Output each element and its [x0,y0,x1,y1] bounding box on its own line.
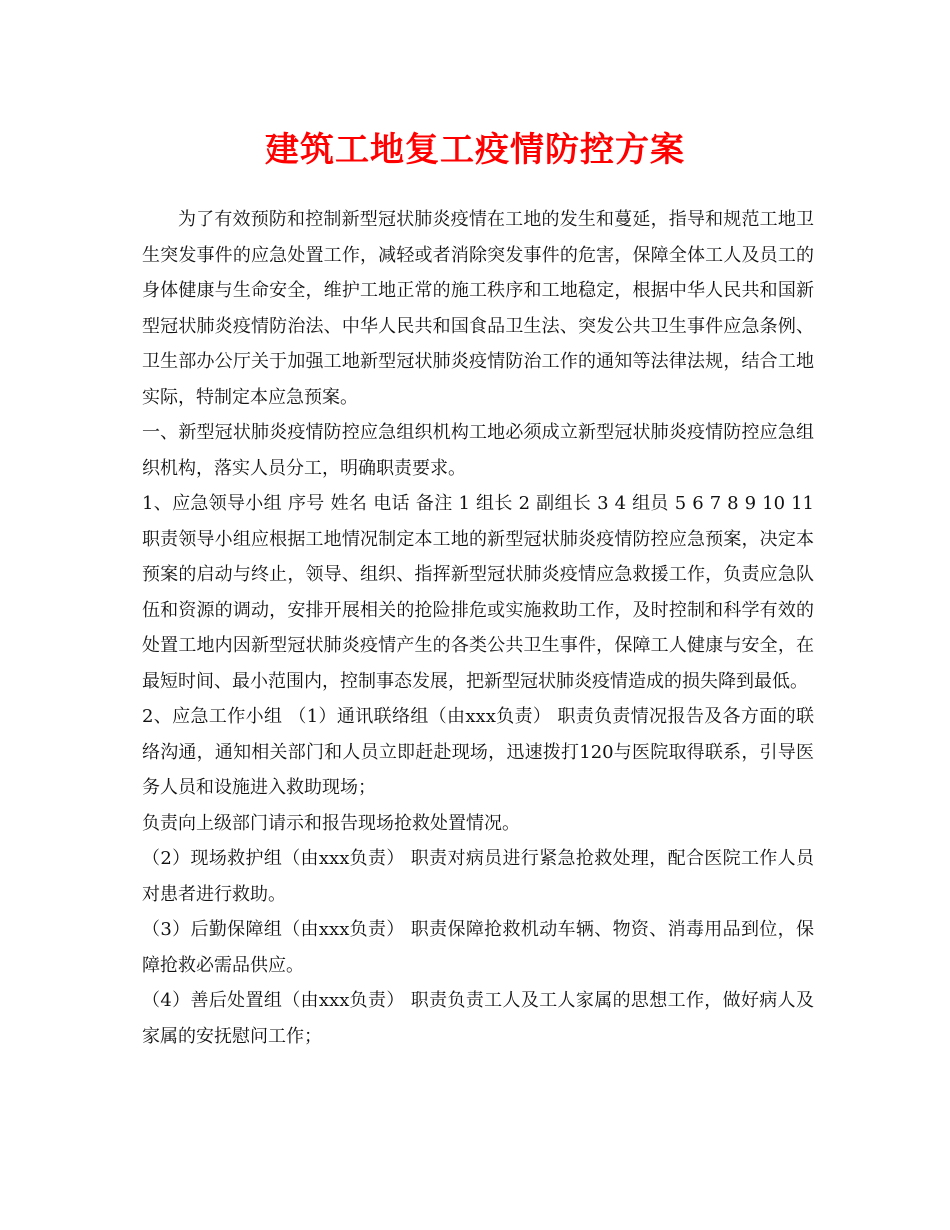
rescue-group-paragraph: （2）现场救护组（由xxx负责） 职责对病员进行紧急抢救处理，配合医院工作人员对患者进行救助。 [142,848,814,905]
report-paragraph: 负责向上级部门请示和报告现场抢救处置情况。 [142,812,520,834]
logistics-group-paragraph: （3）后勤保障组（由xxx负责） 职责保障抢救机动车辆、物资、消毒用品到位，保障抢救必需品供应。 [142,919,814,976]
work-group-paragraph: 2、应急工作小组 （1）通讯联络组（由xxx负责） 职责负责情况报告及各方面的联络沟通，通知相关部门和人员立即赶赴现场，迅速拨打120与医院取得联系，引导医务人员和设施进入救助现场； [142,706,814,798]
document-title: 建筑工地复工疫情防控方案 [265,130,685,170]
aftermath-group-paragraph: （4）善后处置组（由xxx负责） 职责负责工人及工人家属的思想工作，做好病人及家属的安抚慰问工作； [142,990,814,1047]
intro-paragraph: 为了有效预防和控制新型冠状肺炎疫情在工地的发生和蔓延，指导和规范工地卫生突发事件的应急处置工作，减轻或者消除突发事件的危害，保障全体工人及员工的身体健康与生命安全，维护工地正常的施工秩序和工地稳定，根据中华人民共和国新型冠状肺炎疫情防治法、中华人民共和国食品卫生法、突发公共卫生事件应急条例、卫生部办公厅关于加强工地新型冠状肺炎疫情防治工作的通知等法律法规，结合工地实际，特制定本应急预案。 [142,209,814,408]
document-body [142,202,814,1054]
section-1-heading-paragraph: 一、新型冠状肺炎疫情防控应急组织机构工地必须成立新型冠状肺炎疫情防控应急组织机构，落实人员分工，明确职责要求。 [142,422,814,479]
leadership-group-paragraph: 1、应急领导小组 序号 姓名 电话 备注 1 组长 2 副组长 3 4 组员 5 6 7 8 9 10 11 职责领导小组应根据工地情况制定本工地的新型冠状肺炎疫情防控应急预案，决定本预案的启动与终止，领导、组织、指挥新型冠状肺炎疫情应急救援工作，负责应急队伍和资源的调动，安排开展相关的抢险排危或实施救助工作，及时控制和科学有效的处置工地内因新型冠状肺炎疫情产生的各类公共卫生事件，保障工人健康与安全，在最短时间、最小范围内，控制事态发展，把新型冠状肺炎疫情造成的损失降到最低。 [142,493,814,692]
